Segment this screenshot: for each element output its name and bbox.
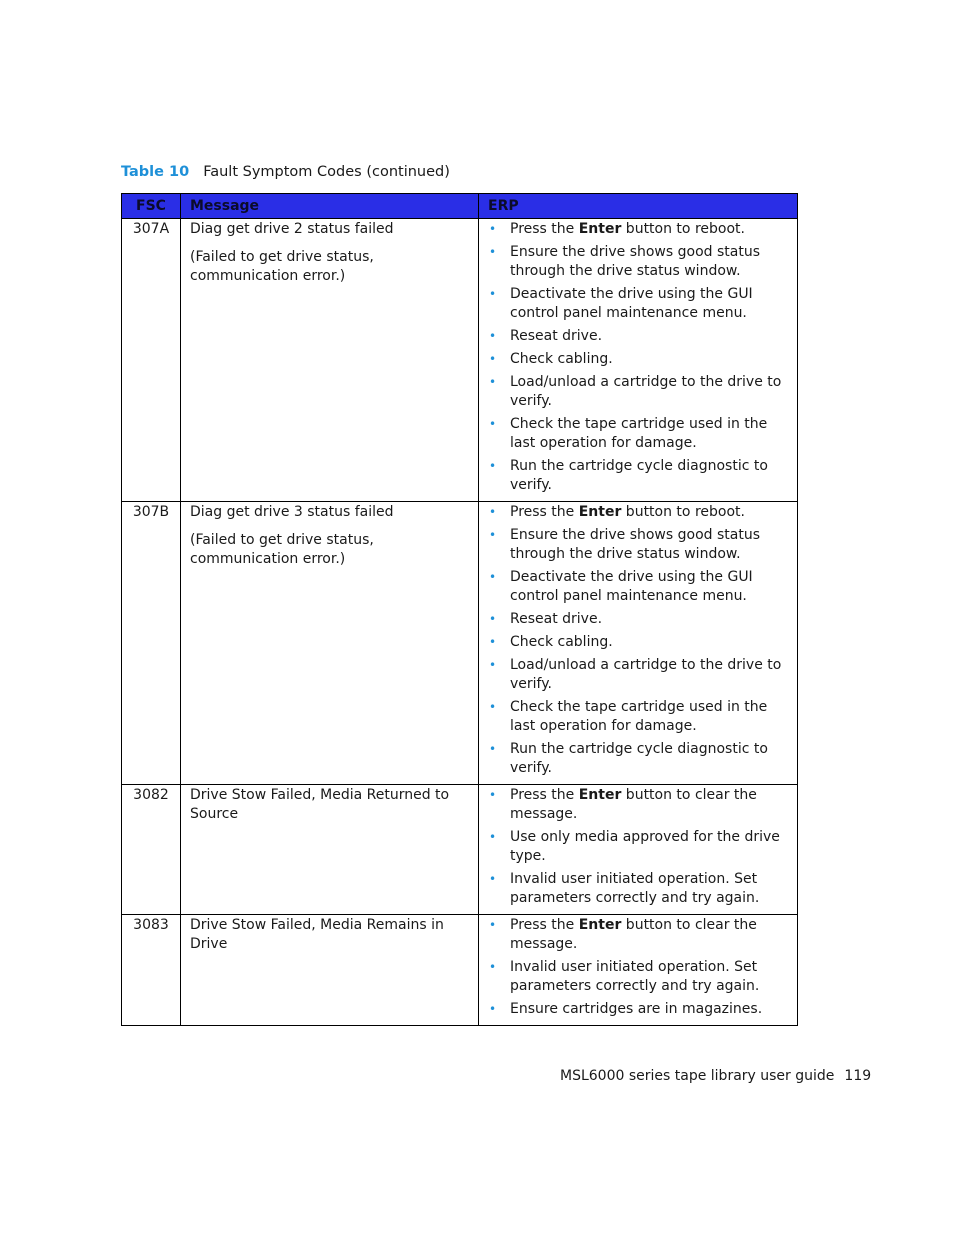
erp-step	[488, 958, 788, 996]
page-footer	[560, 1066, 872, 1086]
table-row	[122, 502, 798, 785]
erp-step-text: Reseat drive.	[510, 328, 603, 344]
erp-step-text: Press the	[510, 221, 579, 237]
erp-step	[488, 457, 788, 495]
fsc-code: 307B	[122, 502, 181, 785]
erp-step	[488, 698, 788, 736]
erp-step	[488, 740, 788, 778]
erp-list	[488, 786, 788, 908]
bullet-icon: •	[489, 918, 497, 932]
erp-step-text: Invalid user initiated operation. Set parameters correctly and try again.	[510, 959, 760, 994]
table-label: Table 10	[121, 164, 190, 180]
message-line: Drive Stow Failed, Media Returned to Source	[190, 787, 450, 822]
erp-step-text: Press the	[510, 504, 579, 520]
erp-step-text: Run the cartridge cycle diagnostic to verify.	[510, 458, 768, 493]
erp-step-text: Load/unload a cartridge to the drive to verify.	[510, 374, 782, 409]
erp-step	[488, 870, 788, 908]
fsc-erp	[479, 219, 798, 502]
bullet-icon: •	[489, 375, 497, 389]
erp-step	[488, 243, 788, 281]
bullet-icon: •	[489, 1002, 497, 1016]
erp-step-text: Load/unload a cartridge to the drive to verify.	[510, 657, 782, 692]
erp-key-name: Enter	[578, 221, 622, 237]
bullet-icon: •	[489, 570, 497, 584]
erp-step	[488, 526, 788, 564]
erp-step-text: Check the tape cartridge used in the last operation for damage.	[510, 699, 768, 734]
message-line: (Failed to get drive status, communication error.)	[190, 532, 374, 567]
erp-step	[488, 220, 788, 239]
fsc-erp	[479, 502, 798, 785]
fsc-erp	[479, 915, 798, 1026]
erp-step	[488, 373, 788, 411]
erp-list	[488, 916, 788, 1019]
bullet-icon: •	[489, 700, 497, 714]
erp-step-text: Check the tape cartridge used in the last operation for damage.	[510, 416, 768, 451]
header-message: Message	[181, 194, 479, 219]
erp-key-name: Enter	[578, 504, 622, 520]
erp-step-text: Deactivate the drive using the GUI control panel maintenance menu.	[510, 569, 753, 604]
erp-step	[488, 610, 788, 629]
bullet-icon: •	[489, 830, 497, 844]
erp-step-text: Deactivate the drive using the GUI control panel maintenance menu.	[510, 286, 753, 321]
erp-step-text: Ensure the drive shows good status through the drive status window.	[510, 527, 761, 562]
bullet-icon: •	[489, 287, 497, 301]
bullet-icon: •	[489, 222, 497, 236]
message-line: Drive Stow Failed, Media Remains in Drive	[190, 917, 444, 952]
table-row	[122, 219, 798, 502]
fsc-message	[181, 502, 479, 785]
fsc-message	[181, 785, 479, 915]
page-number: 119	[844, 1068, 872, 1084]
erp-step-text: Ensure the drive shows good status through the drive status window.	[510, 244, 761, 279]
message-line: (Failed to get drive status, communication error.)	[190, 249, 374, 284]
erp-step	[488, 350, 788, 369]
table-row	[122, 915, 798, 1026]
erp-step-text: Reseat drive.	[510, 611, 603, 627]
erp-step-text-end: button to reboot.	[621, 504, 745, 520]
bullet-icon: •	[489, 505, 497, 519]
bullet-icon: •	[489, 459, 497, 473]
bullet-icon: •	[489, 329, 497, 343]
header-erp: ERP	[479, 194, 798, 219]
table-header-row	[122, 194, 798, 219]
erp-list	[488, 220, 788, 495]
fsc-code: 3082	[122, 785, 181, 915]
erp-step	[488, 568, 788, 606]
bullet-icon: •	[489, 872, 497, 886]
erp-step	[488, 828, 788, 866]
message-line: Diag get drive 3 status failed	[190, 504, 394, 520]
bullet-icon: •	[489, 612, 497, 626]
fsc-message	[181, 915, 479, 1026]
erp-step-text: Check cabling.	[510, 351, 613, 367]
fsc-code: 3083	[122, 915, 181, 1026]
fsc-code: 307A	[122, 219, 181, 502]
erp-step	[488, 1000, 788, 1019]
erp-step-text-end: button to clear the message.	[510, 787, 757, 822]
erp-step-text: Check cabling.	[510, 634, 613, 650]
erp-step-text: Press the	[510, 917, 579, 933]
erp-step	[488, 656, 788, 694]
table-row	[122, 785, 798, 915]
erp-step-text: Ensure cartridges are in magazines.	[510, 1001, 763, 1017]
erp-step	[488, 633, 788, 652]
erp-step	[488, 327, 788, 346]
erp-step	[488, 503, 788, 522]
erp-step-text-end: button to clear the message.	[510, 917, 757, 952]
fsc-erp	[479, 785, 798, 915]
erp-step	[488, 916, 788, 954]
erp-step-text-end: button to reboot.	[621, 221, 745, 237]
erp-step	[488, 415, 788, 453]
bullet-icon: •	[489, 658, 497, 672]
bullet-icon: •	[489, 635, 497, 649]
erp-key-name: Enter	[578, 917, 622, 933]
guide-title: MSL6000 series tape library user guide	[560, 1068, 835, 1084]
erp-list	[488, 503, 788, 778]
erp-step	[488, 786, 788, 824]
table-title: Fault Symptom Codes (continued)	[203, 164, 450, 180]
erp-step-text: Press the	[510, 787, 579, 803]
fault-symptom-codes-table	[121, 193, 798, 1026]
erp-step-text: Run the cartridge cycle diagnostic to verify.	[510, 741, 768, 776]
bullet-icon: •	[489, 417, 497, 431]
bullet-icon: •	[489, 742, 497, 756]
bullet-icon: •	[489, 788, 497, 802]
bullet-icon: •	[489, 960, 497, 974]
bullet-icon: •	[489, 245, 497, 259]
erp-step	[488, 285, 788, 323]
erp-step-text: Use only media approved for the drive type.	[510, 829, 780, 864]
header-fsc: FSC	[122, 194, 181, 219]
fsc-message	[181, 219, 479, 502]
bullet-icon: •	[489, 528, 497, 542]
bullet-icon: •	[489, 352, 497, 366]
erp-key-name: Enter	[578, 787, 622, 803]
message-line: Diag get drive 2 status failed	[190, 221, 394, 237]
table-caption	[121, 162, 450, 182]
erp-step-text: Invalid user initiated operation. Set parameters correctly and try again.	[510, 871, 760, 906]
